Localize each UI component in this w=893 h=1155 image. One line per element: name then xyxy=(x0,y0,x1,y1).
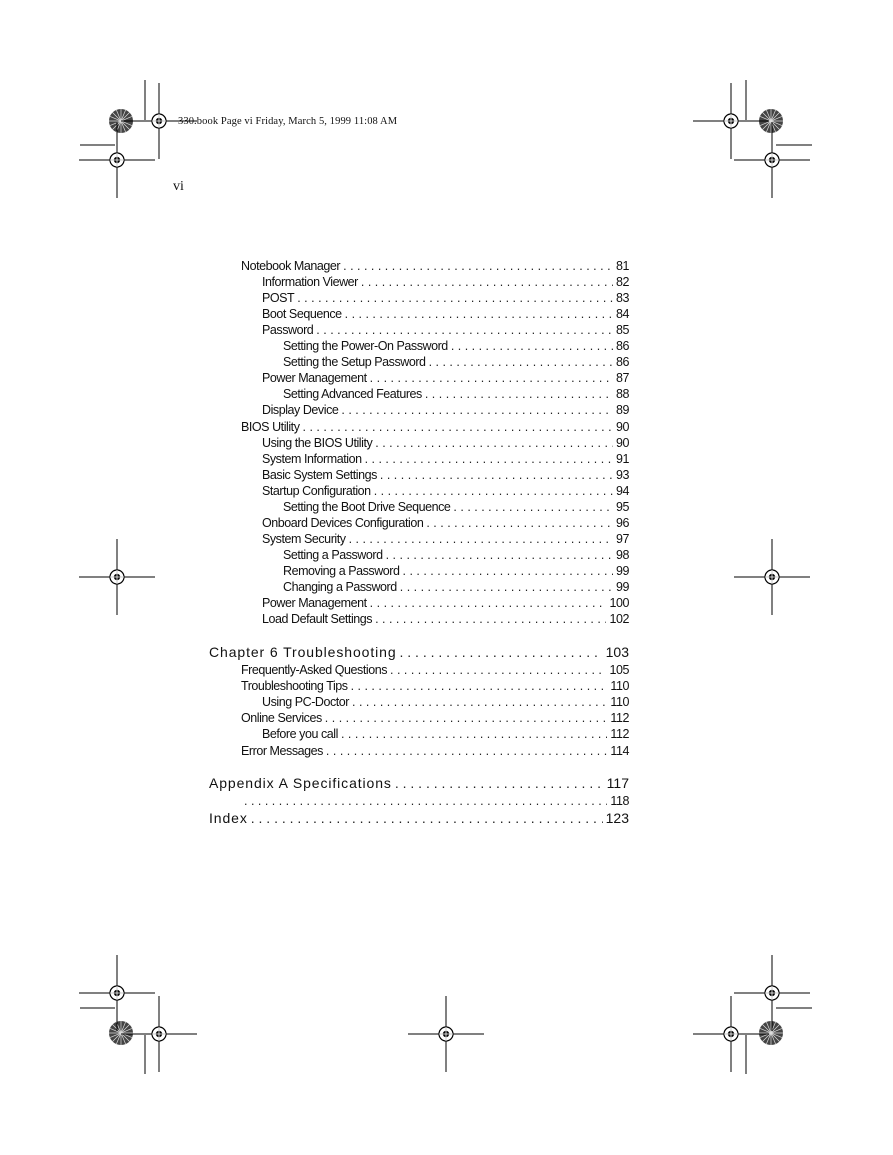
toc-entry-page: 89 xyxy=(615,403,629,418)
toc-entry-title: Basic System Settings xyxy=(262,467,377,482)
toc-entry-page: 99 xyxy=(615,580,629,594)
toc-entry-title: BIOS Utility xyxy=(241,419,300,434)
toc-entry xyxy=(283,547,629,563)
toc-entry-page: 90 xyxy=(615,419,629,434)
toc-entry-page: 83 xyxy=(615,291,629,306)
dot-leader xyxy=(251,809,603,827)
dot-leader xyxy=(349,531,613,547)
toc-entry-title: Before you call xyxy=(262,727,338,742)
toc-entry xyxy=(262,402,629,418)
dot-leader xyxy=(386,547,613,563)
toc-entry-title: Appendix A Specifications xyxy=(209,775,392,791)
toc-entry xyxy=(262,451,629,467)
toc-entry xyxy=(241,678,629,694)
crop-mark-bottom-right xyxy=(693,955,812,1074)
toc-entry-page: 96 xyxy=(615,515,629,530)
color-bar-star-icon xyxy=(109,1021,133,1045)
dot-leader xyxy=(451,338,613,354)
toc-entry xyxy=(283,354,629,370)
toc-entry-page: 93 xyxy=(615,467,629,482)
toc-entry-page: 84 xyxy=(615,307,629,322)
dot-leader xyxy=(374,483,613,499)
toc-entry-page: 105 xyxy=(609,663,629,677)
dot-leader xyxy=(400,643,603,661)
toc-entry-page: 110 xyxy=(610,695,629,710)
dot-leader xyxy=(370,595,607,611)
dot-leader xyxy=(244,793,607,809)
page-number: vi xyxy=(173,179,184,194)
dot-leader xyxy=(297,290,613,306)
toc-entry xyxy=(262,483,629,499)
toc-entry-page: 90 xyxy=(615,435,629,450)
toc-entry xyxy=(262,370,629,386)
toc-entry-title: Setting the Setup Password xyxy=(283,355,426,370)
toc-entry xyxy=(262,274,629,290)
toc-entry-page: 114 xyxy=(610,743,629,758)
toc-entry-title: Using PC-Doctor xyxy=(262,695,350,710)
color-bar-star-icon xyxy=(759,1021,783,1045)
toc-entry xyxy=(262,595,629,611)
toc-entry xyxy=(283,386,629,402)
toc-entry-page: 112 xyxy=(610,727,629,742)
crop-mark-middle-left xyxy=(79,539,155,615)
toc-entry-title: Index xyxy=(209,810,248,826)
toc-entry xyxy=(262,531,629,547)
dot-leader xyxy=(351,678,608,694)
dot-leader xyxy=(453,499,613,515)
toc-entry-title: POST xyxy=(262,291,295,306)
toc-entry xyxy=(241,743,629,759)
dot-leader xyxy=(361,274,613,290)
toc-entry xyxy=(241,419,629,435)
dot-leader xyxy=(341,726,607,742)
dot-leader xyxy=(370,370,613,386)
toc-entry-title: Boot Sequence xyxy=(262,307,342,322)
toc-entry xyxy=(283,338,629,354)
toc-entry-page: 99 xyxy=(615,563,629,578)
toc-entry-title: Power Management xyxy=(262,371,367,386)
dot-leader xyxy=(380,467,613,483)
toc-entry-page: 82 xyxy=(615,275,629,290)
dot-leader xyxy=(425,386,613,402)
toc-entry-page: 86 xyxy=(615,339,629,354)
dot-leader xyxy=(390,662,606,678)
toc-chapter-entry xyxy=(209,774,629,792)
toc-entry-page: 118 xyxy=(610,794,629,808)
toc-entry-page: 117 xyxy=(606,775,629,791)
toc-entry-title: Frequently-Asked Questions xyxy=(241,663,388,677)
toc-entry-title: Load Default Settings xyxy=(262,612,373,627)
dot-leader xyxy=(429,354,613,370)
toc-entry-page: 94 xyxy=(615,483,629,498)
toc-entry-title: System Security xyxy=(262,531,346,546)
toc-entry-title: Display Device xyxy=(262,403,339,418)
dot-leader xyxy=(426,515,613,531)
dot-leader xyxy=(400,579,613,595)
toc-entry-page: 98 xyxy=(615,547,629,562)
crop-mark-middle-right xyxy=(734,539,810,615)
toc-entry-page: 81 xyxy=(615,259,629,273)
toc-entry xyxy=(262,322,629,338)
toc-entry xyxy=(262,515,629,531)
toc-entry xyxy=(241,710,629,726)
toc-entry xyxy=(262,611,629,627)
toc-entry-page: 100 xyxy=(609,596,629,611)
toc-entry xyxy=(241,662,629,678)
toc-entry-title: Online Services xyxy=(241,711,322,726)
toc-entry-title: System Information xyxy=(262,451,362,466)
toc-entry xyxy=(283,499,629,515)
dot-leader xyxy=(341,402,613,418)
toc-entry-page: 112 xyxy=(610,711,629,726)
toc-entry-title: Changing a Password xyxy=(283,580,397,594)
dot-leader xyxy=(303,419,613,435)
toc-entry xyxy=(262,467,629,483)
toc-entry xyxy=(262,435,629,451)
crop-mark-bottom-left xyxy=(79,955,197,1074)
toc-entry-title: Using the BIOS Utility xyxy=(262,435,373,450)
crop-mark-bottom-center xyxy=(408,996,484,1072)
toc-entry xyxy=(283,563,629,579)
toc-entry-title: Troubleshooting Tips xyxy=(241,679,348,694)
toc-entry-page: 88 xyxy=(615,387,629,402)
crop-mark-top-right xyxy=(693,80,812,198)
toc-entry xyxy=(262,694,629,710)
toc-entry-page: 87 xyxy=(615,371,629,386)
toc-entry-title: Error Messages xyxy=(241,743,323,758)
toc-entry-page: 95 xyxy=(615,499,629,514)
toc-entry-page: 103 xyxy=(605,644,629,660)
dot-leader xyxy=(325,710,608,726)
dot-leader xyxy=(345,306,613,322)
toc-entry-page: 91 xyxy=(615,451,629,466)
dot-leader xyxy=(316,322,613,338)
toc-entry-page: 102 xyxy=(609,612,629,627)
dot-leader xyxy=(365,451,613,467)
toc-entry-title: Setting Advanced Features xyxy=(283,387,422,402)
toc-entry xyxy=(262,726,629,742)
toc-entry-title: Startup Configuration xyxy=(262,483,371,498)
toc-entry xyxy=(241,258,629,274)
dot-leader xyxy=(352,694,607,710)
dot-leader xyxy=(375,435,613,451)
dot-leader xyxy=(326,743,608,759)
toc-entry xyxy=(262,306,629,322)
toc-entry-page: 85 xyxy=(615,323,629,338)
toc-entry-page: 123 xyxy=(605,810,629,826)
toc-entry-title: Setting a Password xyxy=(283,547,383,562)
toc-entry-page: 97 xyxy=(615,531,629,546)
dot-leader xyxy=(403,563,613,579)
dot-leader xyxy=(343,258,613,274)
dot-leader xyxy=(375,611,606,627)
print-slug: 330.book Page vi Friday, March 5, 1999 11:08 AM xyxy=(178,116,398,127)
toc-entry-title: Setting the Power-On Password xyxy=(283,339,448,354)
toc-entry-title: Notebook Manager xyxy=(241,259,341,273)
toc-chapter-entry xyxy=(209,809,629,827)
toc-entry-title: Onboard Devices Configuration xyxy=(262,515,424,530)
toc-entry-title: Power Management xyxy=(262,596,367,611)
dot-leader xyxy=(395,774,604,792)
toc-entry-title: Chapter 6 Troubleshooting xyxy=(209,644,397,660)
toc-entry-title: Password xyxy=(262,323,314,338)
toc-entry xyxy=(241,793,629,809)
toc-entry-title: Removing a Password xyxy=(283,563,400,578)
toc-entry-title: Information Viewer xyxy=(262,275,358,290)
toc-entry-page: 86 xyxy=(615,355,629,370)
toc-entry xyxy=(262,290,629,306)
toc-entry-page: 110 xyxy=(610,679,629,694)
toc-chapter-entry xyxy=(209,643,629,661)
toc-entry-title: Setting the Boot Drive Sequence xyxy=(283,499,451,514)
toc-entry xyxy=(283,579,629,595)
